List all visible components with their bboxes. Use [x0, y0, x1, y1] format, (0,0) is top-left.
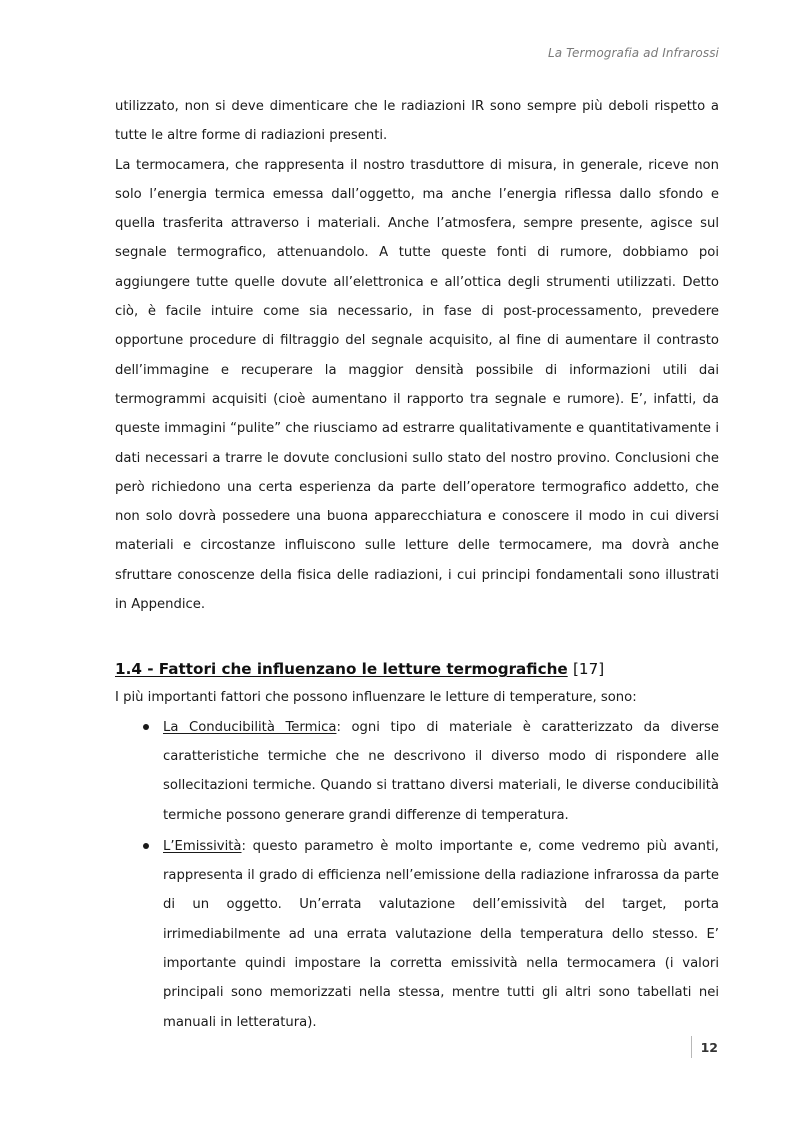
bullet-icon — [143, 843, 149, 849]
list-item-body — [163, 713, 719, 830]
page-body — [115, 92, 719, 1039]
bullet-icon — [143, 724, 149, 730]
footer-divider — [691, 1036, 692, 1058]
section-reference: [17] — [572, 660, 605, 679]
paragraph-thermal-camera: La termocamera, che rappresenta il nostro trasduttore di misura, in generale, riceve non solo l’energia termica emessa dall’oggetto, ma anche l’energia riflessa dallo sfondo e quella trasferita attraverso i materiali. Anche l’atmosfera, sempre presente, agisce sul segnale termografico, attenuandolo. A tutte queste fonti di rumore, dobbiamo poi aggiungere tutte quelle dovute all’elettronica e all’ottica degli strumenti utilizzati. Detto ciò, è facile intuire come sia necessario, in fase di post-processamento, prevedere opportune procedure di filtraggio del segnale acquisito, al fine di aumentare il contrasto dell’immagine e recuperare la maggior densità possibile di informazioni utili dai termogrammi acquisiti (cioè aumentano il rapporto tra segnale e rumore). E’, infatti, da queste immagini “pulite” che riusciamo ad estrarre qualitativamente e quantitativamente i dati necessari a trarre le dovute conclusioni sullo stato del nostro provino. Conclusioni che però richiedono una certa esperienza da parte dell’operatore termografico addetto, che non solo dovrà possedere una buona apparecchiatura e conoscere il modo in cui diversi materiali e circostanze influiscono sulle letture delle termocamere, ma dovrà anche sfruttare conoscenze della fisica delle radiazioni, i cui principi fondamentali sono illustrati in Appendice. — [115, 157, 719, 613]
list-item — [115, 832, 719, 1037]
list-item — [115, 713, 719, 830]
section-title: 1.4 - Fattori che influenzano le letture termografiche — [115, 660, 568, 679]
section-heading — [115, 655, 719, 683]
list-item-body — [163, 832, 719, 1037]
list-item-text: : ogni tipo di materiale è caratterizzato da diverse caratteristiche termiche che ne descrivono il diverso modo di rispondere alle sollecitazioni termiche. Quando si trattano diversi materiali, le diverse conducibilità termiche possono generare grandi differenze di temperatura. — [163, 719, 719, 823]
list-item-text: : questo parametro è molto importante e, come vedremo più avanti, rappresenta il grado di efficienza nell’emissione della radiazione infrarossa da parte di un oggetto. Un’errata valutazione dell’emissività del target, porta irrimediabilmente ad una errata valutazione della temperatura dello stesso. E’ importante quindi impostare la corretta emissività nella termocamera (i valori principali sono memorizzati nella stessa, mentre tutti gli altri sono tabellati nei manuali in letteratura). — [163, 838, 719, 1030]
section-intro: I più importanti fattori che possono influenzare le letture di temperature, sono: — [115, 690, 637, 706]
paragraph-continuation: utilizzato, non si deve dimenticare che le radiazioni IR sono sempre più deboli rispetto a tutte le altre forme di radiazioni presenti. — [115, 99, 719, 144]
factors-list — [115, 713, 719, 1037]
list-item-term: L’Emissività — [163, 838, 242, 854]
list-item-term: La Conducibilità Termica — [163, 719, 337, 735]
running-header: La Termografia ad Infrarossi — [547, 46, 719, 60]
page-number: 12 — [700, 1039, 718, 1055]
page-footer — [691, 1036, 718, 1058]
